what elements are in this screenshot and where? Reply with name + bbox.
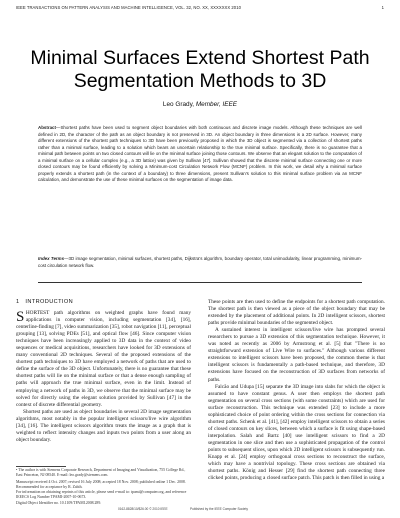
footnotes xyxy=(16,468,191,506)
paper-title: Minimal Surfaces Extend Shortest Path Segmentation Methods to 3D xyxy=(30,47,370,92)
abstract xyxy=(38,125,362,184)
abstract-divider xyxy=(38,282,362,283)
drop-cap: S xyxy=(16,309,25,325)
footnote-recommended: Recommended for acceptance by R. Zabih. xyxy=(16,485,83,490)
section-number: 1 xyxy=(16,299,20,305)
index-terms-label: Index Terms xyxy=(38,256,65,261)
running-header xyxy=(16,5,384,10)
right-paragraph-1: These points are then used to define the endpoints for a shortest path computation. The shortest path is then viewed as a piece of the object boundary that may be extended by the placement of additional points. In 2D intelligent scissors, shortest paths provide minimal boundaries of the segmented object. xyxy=(208,299,385,327)
intro-paragraph-1-text: HORTEST path algorithms on weighted graphs have found many applications in computer vision, including segmentation [34], [16], centerline-finding [7], video summarization [35], robot navigation [11], perceptual grouping [13], solving PDEs [51], and optical flow [46]. Since computer vision techniques have been increasingly applied to 3D data in the context of video sequences or medical acquisitions, researchers have looked for 3D extensions of many conventional 2D techniques. Several of the proposed extensions of the shortest path techniques to 3D have employed a network of paths that are used to define the surface of the 3D object. Unfortunately, there is no guarantee that these shortest paths will lie on the minimal surface or that a dense enough sampling of paths will approach the true minimal surface, even in the limit. Instead of employing a network of paths in 3D, we observe that the minimal surface may be solved for directly using the elegant solution provided by Sullivan [47] in the context of discrete differential geometry. xyxy=(16,310,191,408)
abstract-label: Abstract xyxy=(38,125,57,130)
author-membership: Member, IEEE xyxy=(195,101,238,108)
intro-paragraph-2: Shortest paths are used as object boundaries in several 2D image segmentation algorithms, most notably in the popular intelligent scissors/live wire algorithm [34], [16]. The intelligent scissors algorithm treats the image as a graph that is weighted to reflect intensity changes and inputs two points from a user along an object boundary. xyxy=(16,408,191,443)
journal-line: IEEE TRANSACTIONS ON PATTERN ANALYSIS AND MACHINE INTELLIGENCE, VOL. 32, NO. XX, XXXXXXX 2010 xyxy=(16,5,241,10)
footer-code: 0162-8828/10/$26.00 © 2010 IEEE xyxy=(118,507,168,511)
section-heading xyxy=(16,299,73,305)
right-paragraph-2: A sustained interest in intelligent scissors/live wire has prompted several researchers to pursue a 3D extension of this segmentation technique. However, it was noted as recently as 2006 by Armstrong et al. [5] that "There is no straightforward extension of Live Wire to surfaces." Although various different extensions to intelligent scissors have been proposed, the common theme is that intelligent scissors is fundamentally a path-based technique, and therefore, 3D extensions have focused on the reconstruction of 3D surfaces from networks of paths. xyxy=(208,327,385,383)
page-number: 1 xyxy=(381,5,384,10)
footnote-manuscript: Manuscript received 4 Oct. 2007; revised 16 July 2008; accepted 18 Nov. 2008; published online 1 Dec. 2008. xyxy=(16,480,186,485)
left-column xyxy=(16,310,191,444)
abstract-text: —Shortest paths have been used to segment object boundaries with both continuous and discrete image models. Although these techniques are well defined in 2D, the character of the path as an object boundary is not preserved in 3D. An object boundary in three dimensions is a 2D surface. However, many different extensions of the shortest path techniques to 3D have been previously proposed in which the 3D object is segmented via a collection of shortest paths rather than a minimal surface, leading to a solution which bears an uncertain relationship to the true minimal surface. Specifically, there is no guarantee that a minimal path between points on two closed contours will lie on the minimal surface joining those contours. We observe that an elegant solution to the computation of a minimal surface on a cellular complex (e.g., a 3D lattice) was given by Sullivan [47]. Sullivan showed that the discrete minimal surface connecting one or more closed contours may be found efficiently by solving a Minimum-cost Circulation Network Flow (MCNF) problem. In this work, we detail why a minimal surface properly extends a shortest path (in the context of a boundary) to three dimensions, present Sullivan's solution to this minimal surface problem via an MCNF calculation, and demonstrate the use of these minimal surfaces on the segmentation of image data. xyxy=(38,125,362,183)
footnote-divider xyxy=(16,466,66,467)
section-title: INTRODUCTION xyxy=(25,299,74,305)
author-line xyxy=(0,101,400,108)
author-name: Leo Grady, xyxy=(162,101,195,108)
footnote-doi: Digital Object Identifier no. 10.1109/TPAMI.2008.289. xyxy=(16,500,102,505)
right-paragraph-3: Falcão and Udupa [15] separate the 3D image into slabs for which the object is assumed to have constant genus. A user then employs the shortest path segmentation on several cross sections (with some constraints) which are used for surface reconstruction. This technique was extended [23] to include a more sophisticated choice of point ordering within the cross sections for connection via shortest paths. Schenk et al. [41], [42] employ intelligent scissors to obtain a series of closed contours on key slices, between which a surface is fit using shape-based interpolation. Salah and Bartz [40] use intelligent scissors to find a 2D segmentation in one slice and then use a sophisticated propagation of the control points to subsequent slices, upon which 2D intelligent scissors is subsequently run. Knapp et al. [24] employ orthogonal cross sections to reconstruct the surface, which may have a nontrivial topology. These cross sections are obtained via shortest paths. König and Hesser [29] find the shortest path connecting three clicked points, producing a closed surface patch. This patch is then filled in using a xyxy=(208,383,385,482)
footnote-affiliation: • The author is with Siemens Corporate Research, Department of Imaging and Visualization, 755 College Rd., East Princeton, NJ 08540. E-mail: leo.grady@siemens.com. xyxy=(16,468,186,478)
index-terms xyxy=(38,256,362,269)
index-terms-text: —3D image segmentation, minimal surfaces, shortest paths, Dijkstra's algorithm, boundary operator, total unimodularity, linear programming, minimum-cost circulation network flow. xyxy=(38,256,362,268)
footer-publisher: Published by the IEEE Computer Society xyxy=(190,507,248,511)
footnote-reprints: For information on obtaining reprints of this article, please send e-mail to: tpami@computer.org, and reference IEEECS Log Number TPAMI-2007-10-0673. xyxy=(16,490,187,500)
intro-paragraph-1 xyxy=(16,310,191,409)
right-column xyxy=(208,299,385,482)
